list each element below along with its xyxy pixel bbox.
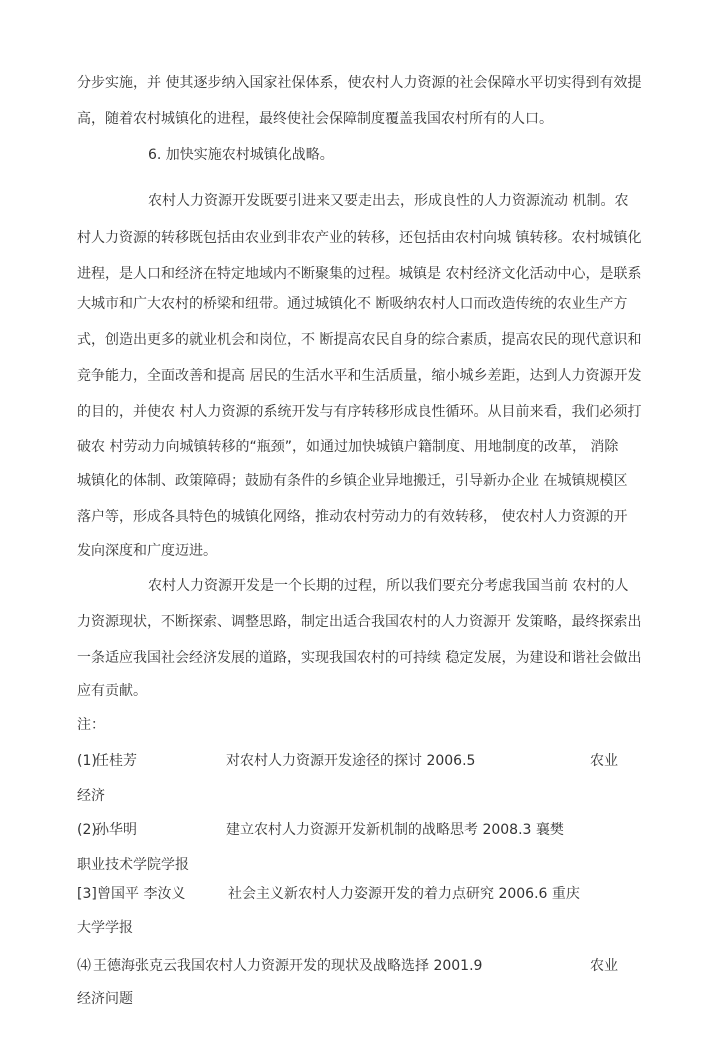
paragraph-line: 落户等，形成各具特色的城镇化网络，推动农村劳动力的有效转移， 使农村人力资源的开 — [77, 509, 628, 525]
reference-title: 建立农村人力资源开发新机制的战略思考 2008.3 襄樊 — [226, 822, 564, 838]
paragraph-line: 竞争能力，全面改善和提高 居民的生活水平和生活质量，缩小城乡差距，达到人力资源开发 — [77, 368, 642, 384]
reference-marker: [3] — [77, 886, 97, 902]
reference-title: 对农村人力资源开发途径的探讨 2006.5 — [226, 753, 476, 769]
reference-source: 农业 — [590, 753, 618, 769]
paragraph-line: 发向深度和广度迈进。 — [77, 543, 217, 559]
section-heading: 6. 加快实施农村城镇化战略。 — [148, 147, 334, 163]
reference-author: 任桂芳 — [95, 753, 137, 769]
paragraph-line: 村人力资源的转移既包括由农业到非农产业的转移，还包括由农村向城 镇转移。农村城镇化 — [77, 230, 642, 246]
paragraph-line: 破农 村劳动力向城镇转移的“瓶颈”，如通过加快城镇户籍制度、用地制度的改革， 消除 — [77, 439, 619, 455]
paragraph-line: 分步实施，并 使其逐步纳入国家社保体系，使农村人力资源的社会保障水平切实得到有效提 — [77, 75, 642, 91]
paragraph-line: 进程，是人口和经济在特定地域内不断聚集的过程。城镇是 农村经济文化活动中心，是联系 — [77, 266, 642, 282]
paragraph-line: 式，创造出更多的就业机会和岗位，不 断提高农民自身的综合素质，提高农民的现代意识和 — [77, 332, 642, 348]
reference-marker: (2) — [77, 822, 97, 838]
reference-title: 社会主义新农村人力姿源开发的着力点研究 2006.6 重庆 — [228, 886, 580, 902]
paragraph-line: 农村人力资源开发既要引进来又要走出去，形成良性的人力资源流动 机制。农 — [148, 193, 629, 209]
reference-source: 职业技术学院学报 — [77, 857, 189, 873]
paragraph-line: 的目的，并使农 村人力资源的系统开发与有序转移形成良性循环。从目前来看，我们必须打 — [77, 404, 642, 420]
reference-source: 经济 — [77, 788, 105, 804]
paragraph-line: 高，随着农村城镇化的进程，最终使社会保障制度覆盖我国农村所有的人口。 — [77, 111, 553, 127]
paragraph-line: 农村人力资源开发是一个长期的过程，所以我们要充分考虑我国当前 农村的人 — [148, 578, 629, 594]
reference-source: 经济问题 — [77, 991, 133, 1007]
reference-title: 我国农村人力资源开发的现状及战略选择 2001.9 — [177, 958, 483, 974]
reference-author: 曾国平 李汝义 — [97, 886, 186, 902]
paragraph-line: 力资源现状，不断探索、调整思路，制定出适合我国农村的人力资源开 发策略，最终探索出 — [77, 614, 642, 630]
paragraph-line: 一条适应我国社会经济发展的道路，实现我国农村的可持续 稳定发展，为建设和谐社会做出 — [77, 650, 642, 666]
reference-source: 大学学报 — [77, 920, 133, 936]
paragraph-line: 大城市和广大农村的桥梁和纽带。通过城镇化不 断吸纳农村人口而改造传统的农业生产方 — [77, 296, 628, 312]
reference-marker: ⑷ — [77, 958, 91, 974]
paragraph-line: 城镇化的体制、政策障碍；鼓励有条件的乡镇企业异地搬迁，引导新办企业 在城镇规模区 — [77, 473, 628, 489]
reference-author: 王德海张克云 — [93, 958, 177, 974]
reference-source: 农业 — [590, 958, 618, 974]
reference-marker: (1) — [77, 753, 97, 769]
notes-label: 注： — [77, 717, 105, 733]
reference-author: 孙华明 — [95, 822, 137, 838]
paragraph-line: 应有贡献。 — [77, 683, 147, 699]
